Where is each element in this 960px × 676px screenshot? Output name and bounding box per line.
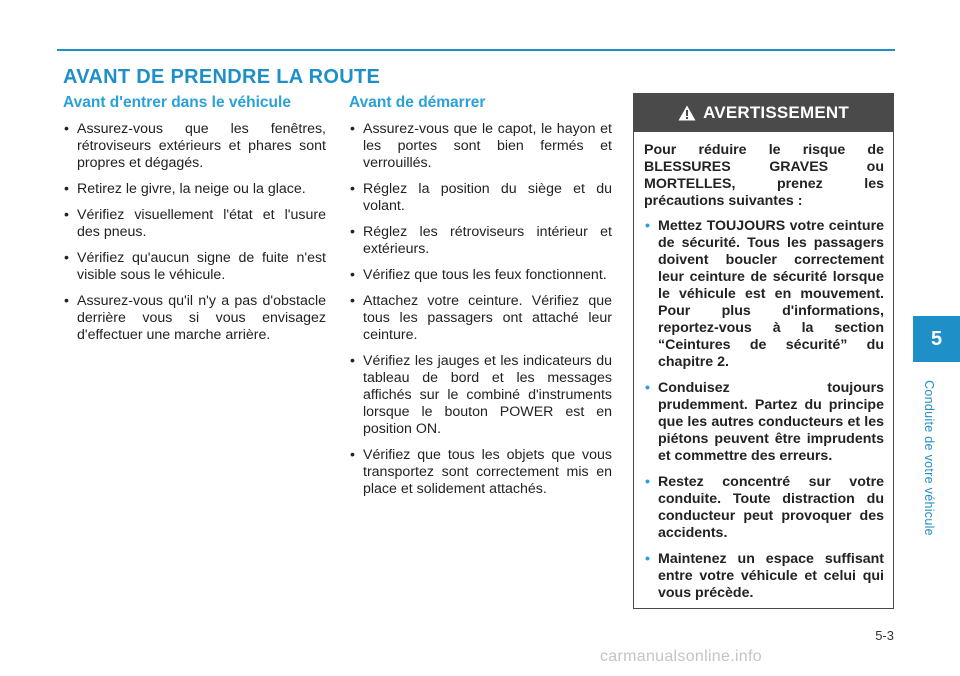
list-item: • Assurez-vous qu'il n'y a pas d'obstacle derrière vous si vous envisagez d'effectuer une marche arrière. xyxy=(63,293,326,344)
section-heading-before-starting: Avant de démarrer xyxy=(349,94,486,111)
chapter-tab: 5 xyxy=(913,316,960,362)
list-item: • Vérifiez qu'aucun signe de fuite n'est visible sous le véhicule. xyxy=(63,250,326,284)
list-item: • Attachez votre ceinture. Vérifiez que tous les passagers ont attaché leur ceinture. xyxy=(349,293,612,344)
section-heading-before-entering: Avant d'entrer dans le véhicule xyxy=(63,94,291,111)
page-title: AVANT DE PRENDRE LA ROUTE xyxy=(63,66,381,88)
list-item: • Réglez les rétroviseurs intérieur et extérieurs. xyxy=(349,224,612,258)
warning-title: AVERTISSEMENT xyxy=(703,103,849,122)
checklist-before-entering xyxy=(63,121,326,344)
list-item: • Assurez-vous que le capot, le hayon et les portes sont bien fermés et verrouillés. xyxy=(349,121,612,172)
warning-body xyxy=(634,132,893,602)
checklist-before-starting xyxy=(349,121,612,498)
list-item: • Réglez la position du siège et du volant. xyxy=(349,181,612,215)
watermark: carmanualsonline.info xyxy=(600,648,762,665)
list-item: • Vérifiez les jauges et les indicateurs du tableau de bord et les messages affichés sur le combiné d'instruments lorsque le bouton POWER est en position ON. xyxy=(349,353,612,438)
warning-item: • Restez concentré sur votre conduite. Toute distraction du conducteur peut provoquer des accidents. xyxy=(644,474,884,542)
warning-header xyxy=(634,94,893,132)
list-item: • Retirez le givre, la neige ou la glace. xyxy=(63,181,326,198)
warning-item: • Mettez TOUJOURS votre ceinture de sécurité. Tous les passagers doivent boucler correctement leur ceinture de sécurité lorsque le véhicule est en mouvement. Pour plus d'informations, reportez-vous à la section “Ceintures de sécurité” du chapitre 2. xyxy=(644,218,884,371)
warning-list xyxy=(644,218,884,602)
warning-intro: Pour réduire le risque de BLESSURES GRAVES ou MORTELLES, prenez les précautions suivantes : xyxy=(644,142,884,209)
list-item: • Vérifiez que tous les feux fonctionnent. xyxy=(349,267,612,284)
list-item: • Assurez-vous que les fenêtres, rétroviseurs extérieurs et phares sont propres et dégagés. xyxy=(63,121,326,172)
warning-item: • Conduisez toujours prudemment. Partez du principe que les autres conducteurs et les piétons peuvent être imprudents et commettre des erreurs. xyxy=(644,380,884,465)
chapter-label-text: Conduite de votre véhicule xyxy=(922,380,936,536)
section-before-starting xyxy=(349,94,612,507)
warning-triangle-icon xyxy=(678,105,696,121)
section-before-entering xyxy=(63,94,326,353)
warning-box xyxy=(633,93,894,609)
page-number: 5-3 xyxy=(875,628,894,643)
top-rule xyxy=(57,49,895,51)
warning-item: • Maintenez un espace suffisant entre votre véhicule et celui qui vous précède. xyxy=(644,551,884,602)
list-item: • Vérifiez que tous les objets que vous transportez sont correctement mis en place et solidement attachés. xyxy=(349,447,612,498)
list-item: • Vérifiez visuellement l'état et l'usure des pneus. xyxy=(63,207,326,241)
